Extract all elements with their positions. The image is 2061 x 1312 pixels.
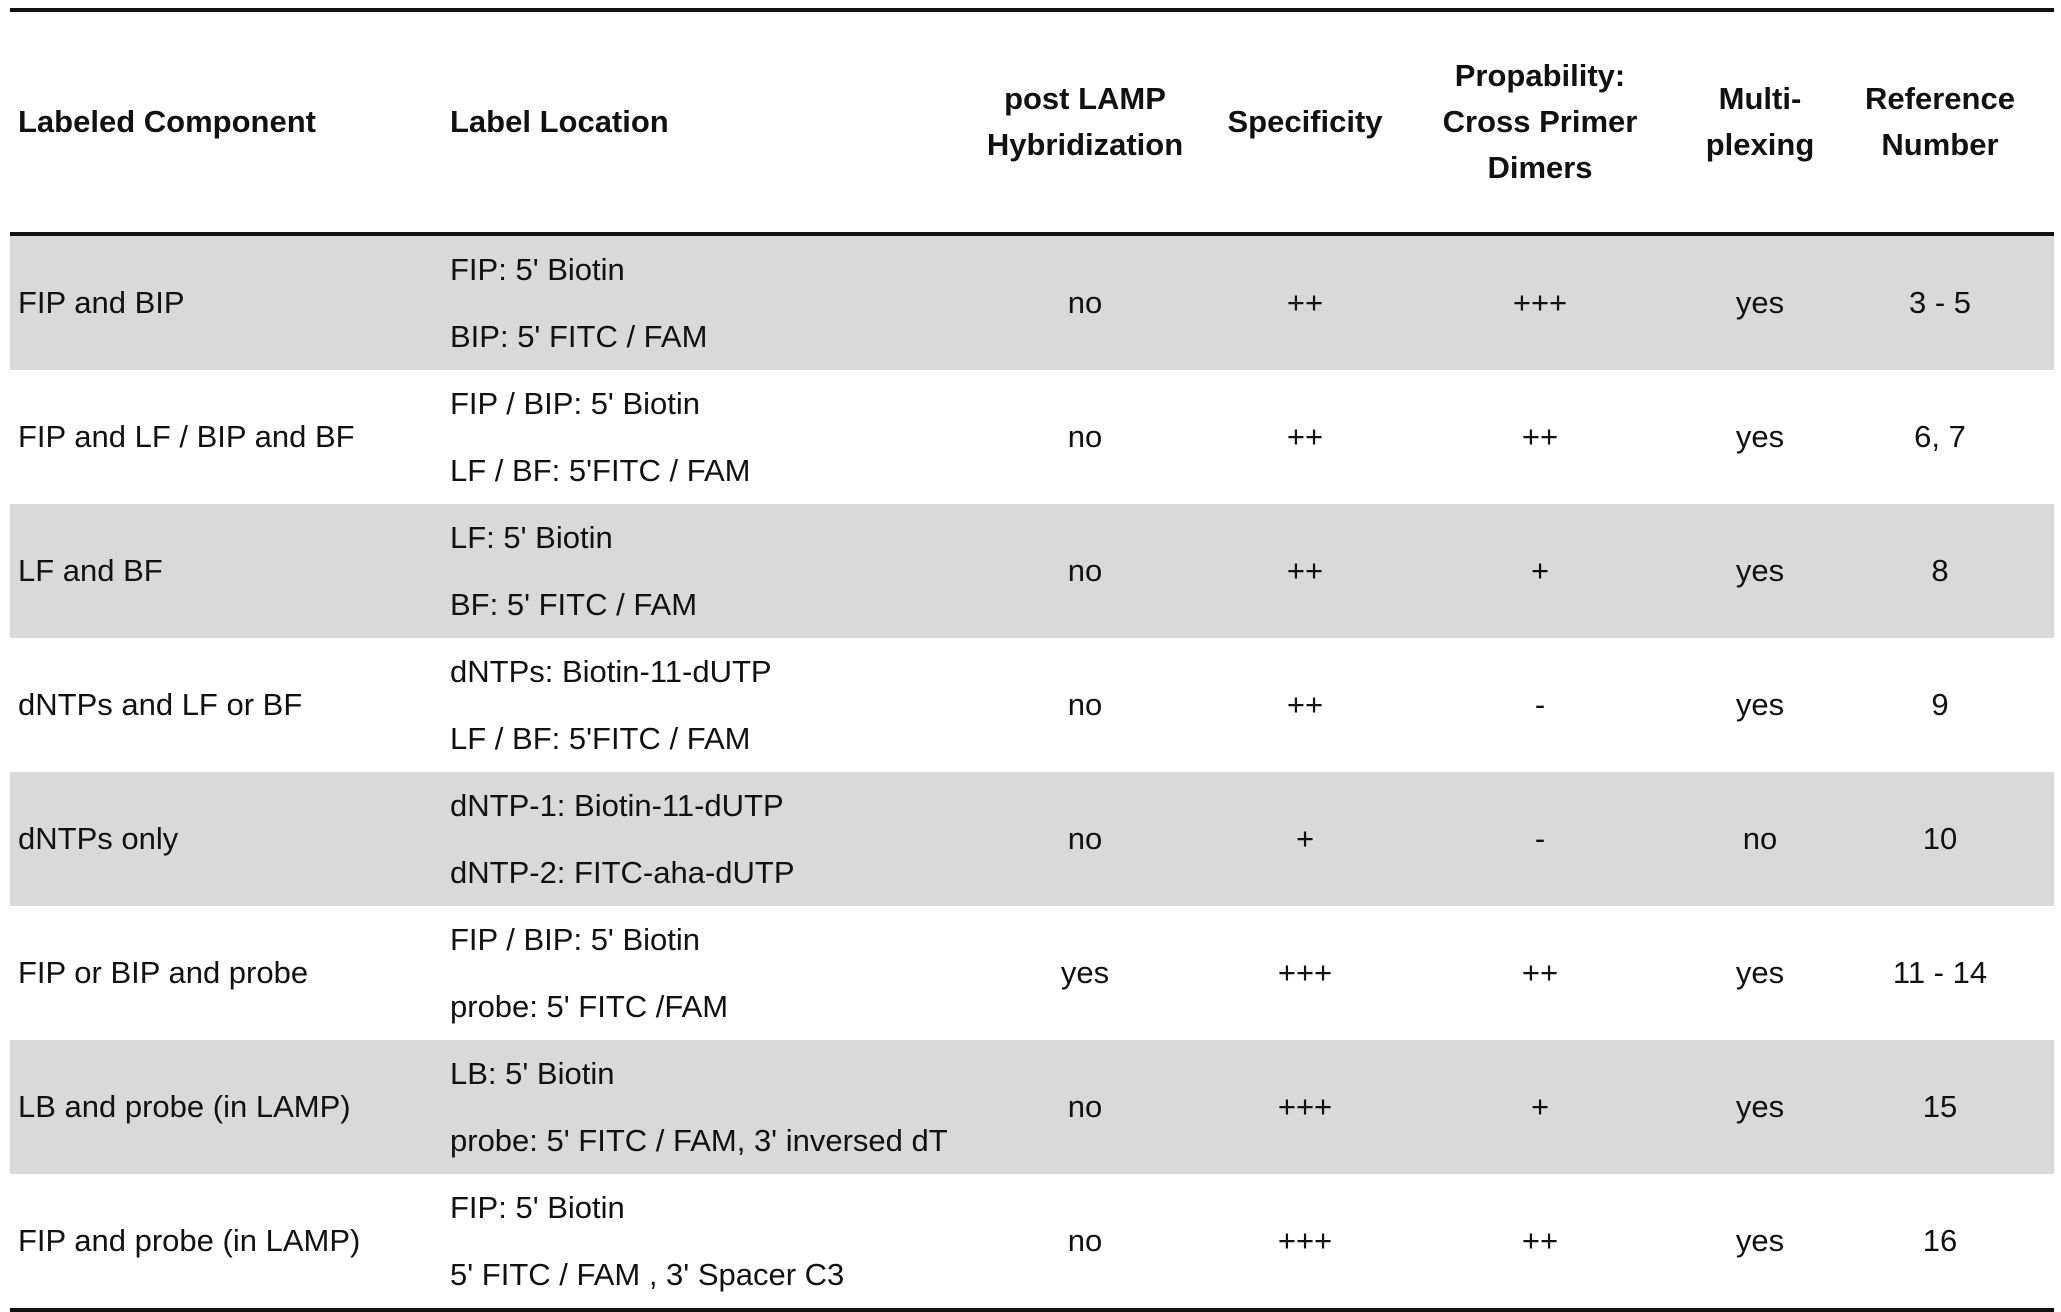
cell-component: FIP and LF / BIP and BF (18, 419, 355, 454)
cell-component: dNTPs and LF or BF (18, 687, 303, 722)
table-header (10, 12, 2054, 232)
cell-location: LB: 5' Biotin probe: 5' FITC / FAM, 3' inversed dT (450, 1056, 948, 1158)
cell-component: LB and probe (in LAMP) (18, 1089, 351, 1124)
cell-dimers: + (1530, 1089, 1550, 1124)
cell-multiplexing: yes (1735, 285, 1785, 320)
cell-reference: 16 (1922, 1223, 1958, 1258)
cell-reference: 15 (1922, 1089, 1958, 1124)
cell-multiplexing: yes (1735, 687, 1785, 722)
cell-specificity: + (1295, 821, 1315, 856)
cell-reference: 10 (1922, 821, 1958, 856)
header-multiplexing: Multi- plexing (1705, 81, 1815, 162)
cell-multiplexing: yes (1735, 1223, 1785, 1258)
cell-dimers: ++ (1521, 419, 1559, 454)
cell-multiplexing: yes (1735, 955, 1785, 990)
cell-dimers: ++ (1521, 1223, 1559, 1258)
cell-component: dNTPs only (18, 821, 179, 856)
table-body (10, 236, 2054, 1308)
header-cross-primer-dimers: Propability: Cross Primer Dimers (1442, 58, 1638, 185)
cell-component: FIP or BIP and probe (18, 955, 309, 990)
cell-reference: 6, 7 (1914, 419, 1966, 454)
header-labeled-component: Labeled Component (18, 104, 316, 139)
cell-hybridization: no (1067, 285, 1103, 320)
cell-multiplexing: yes (1735, 419, 1785, 454)
cell-specificity: ++ (1286, 419, 1324, 454)
cell-specificity: ++ (1286, 687, 1324, 722)
table-row (10, 906, 2054, 1040)
table-row (10, 236, 2054, 370)
cell-component: FIP and probe (in LAMP) (18, 1223, 361, 1258)
cell-dimers: ++ (1521, 955, 1559, 990)
cell-location: FIP: 5' Biotin 5' FITC / FAM , 3' Spacer C3 (450, 1190, 845, 1292)
cell-specificity: ++ (1286, 285, 1324, 320)
cell-hybridization: no (1067, 821, 1103, 856)
cell-dimers: - (1534, 821, 1546, 856)
table-row (10, 1040, 2054, 1174)
cell-component: LF and BF (18, 553, 163, 588)
cell-specificity: +++ (1277, 1223, 1333, 1258)
cell-hybridization: no (1067, 1223, 1103, 1258)
cell-component: FIP and BIP (18, 285, 185, 320)
cell-dimers: + (1530, 553, 1550, 588)
labeling-table (10, 8, 2054, 1312)
table-row (10, 772, 2054, 906)
cell-location: FIP: 5' Biotin BIP: 5' FITC / FAM (450, 252, 708, 354)
cell-dimers: +++ (1512, 285, 1568, 320)
cell-reference: 8 (1931, 553, 1949, 588)
table-row (10, 504, 2054, 638)
cell-location: dNTPs: Biotin-11-dUTP LF / BF: 5'FITC / FAM (450, 654, 772, 756)
cell-hybridization: no (1067, 1089, 1103, 1124)
cell-reference: 3 - 5 (1908, 285, 1972, 320)
cell-hybridization: no (1067, 419, 1103, 454)
cell-location: dNTP-1: Biotin-11-dUTP dNTP-2: FITC-aha-dUTP (450, 788, 795, 890)
cell-hybridization: no (1067, 687, 1103, 722)
header-label-location: Label Location (450, 104, 669, 139)
cell-location: FIP / BIP: 5' Biotin LF / BF: 5'FITC / FAM (450, 386, 751, 488)
cell-reference: 11 - 14 (1892, 955, 1988, 990)
cell-reference: 9 (1931, 687, 1949, 722)
cell-multiplexing: yes (1735, 1089, 1785, 1124)
header-reference-number: Reference Number (1865, 81, 2015, 162)
cell-specificity: +++ (1277, 1089, 1333, 1124)
table-row (10, 370, 2054, 504)
cell-multiplexing: no (1742, 821, 1778, 856)
cell-location: LF: 5' Biotin BF: 5' FITC / FAM (450, 520, 698, 622)
header-specificity: Specificity (1227, 104, 1383, 139)
bottom-rule (10, 1308, 2054, 1312)
table-row (10, 638, 2054, 772)
cell-specificity: ++ (1286, 553, 1324, 588)
cell-location: FIP / BIP: 5' Biotin probe: 5' FITC /FAM (450, 922, 729, 1024)
cell-hybridization: yes (1060, 955, 1110, 990)
cell-multiplexing: yes (1735, 553, 1785, 588)
cell-dimers: - (1534, 687, 1546, 722)
header-post-lamp-hybridization: post LAMP Hybridization (986, 81, 1184, 162)
table-row (10, 1174, 2054, 1308)
cell-specificity: +++ (1277, 955, 1333, 990)
cell-hybridization: no (1067, 553, 1103, 588)
